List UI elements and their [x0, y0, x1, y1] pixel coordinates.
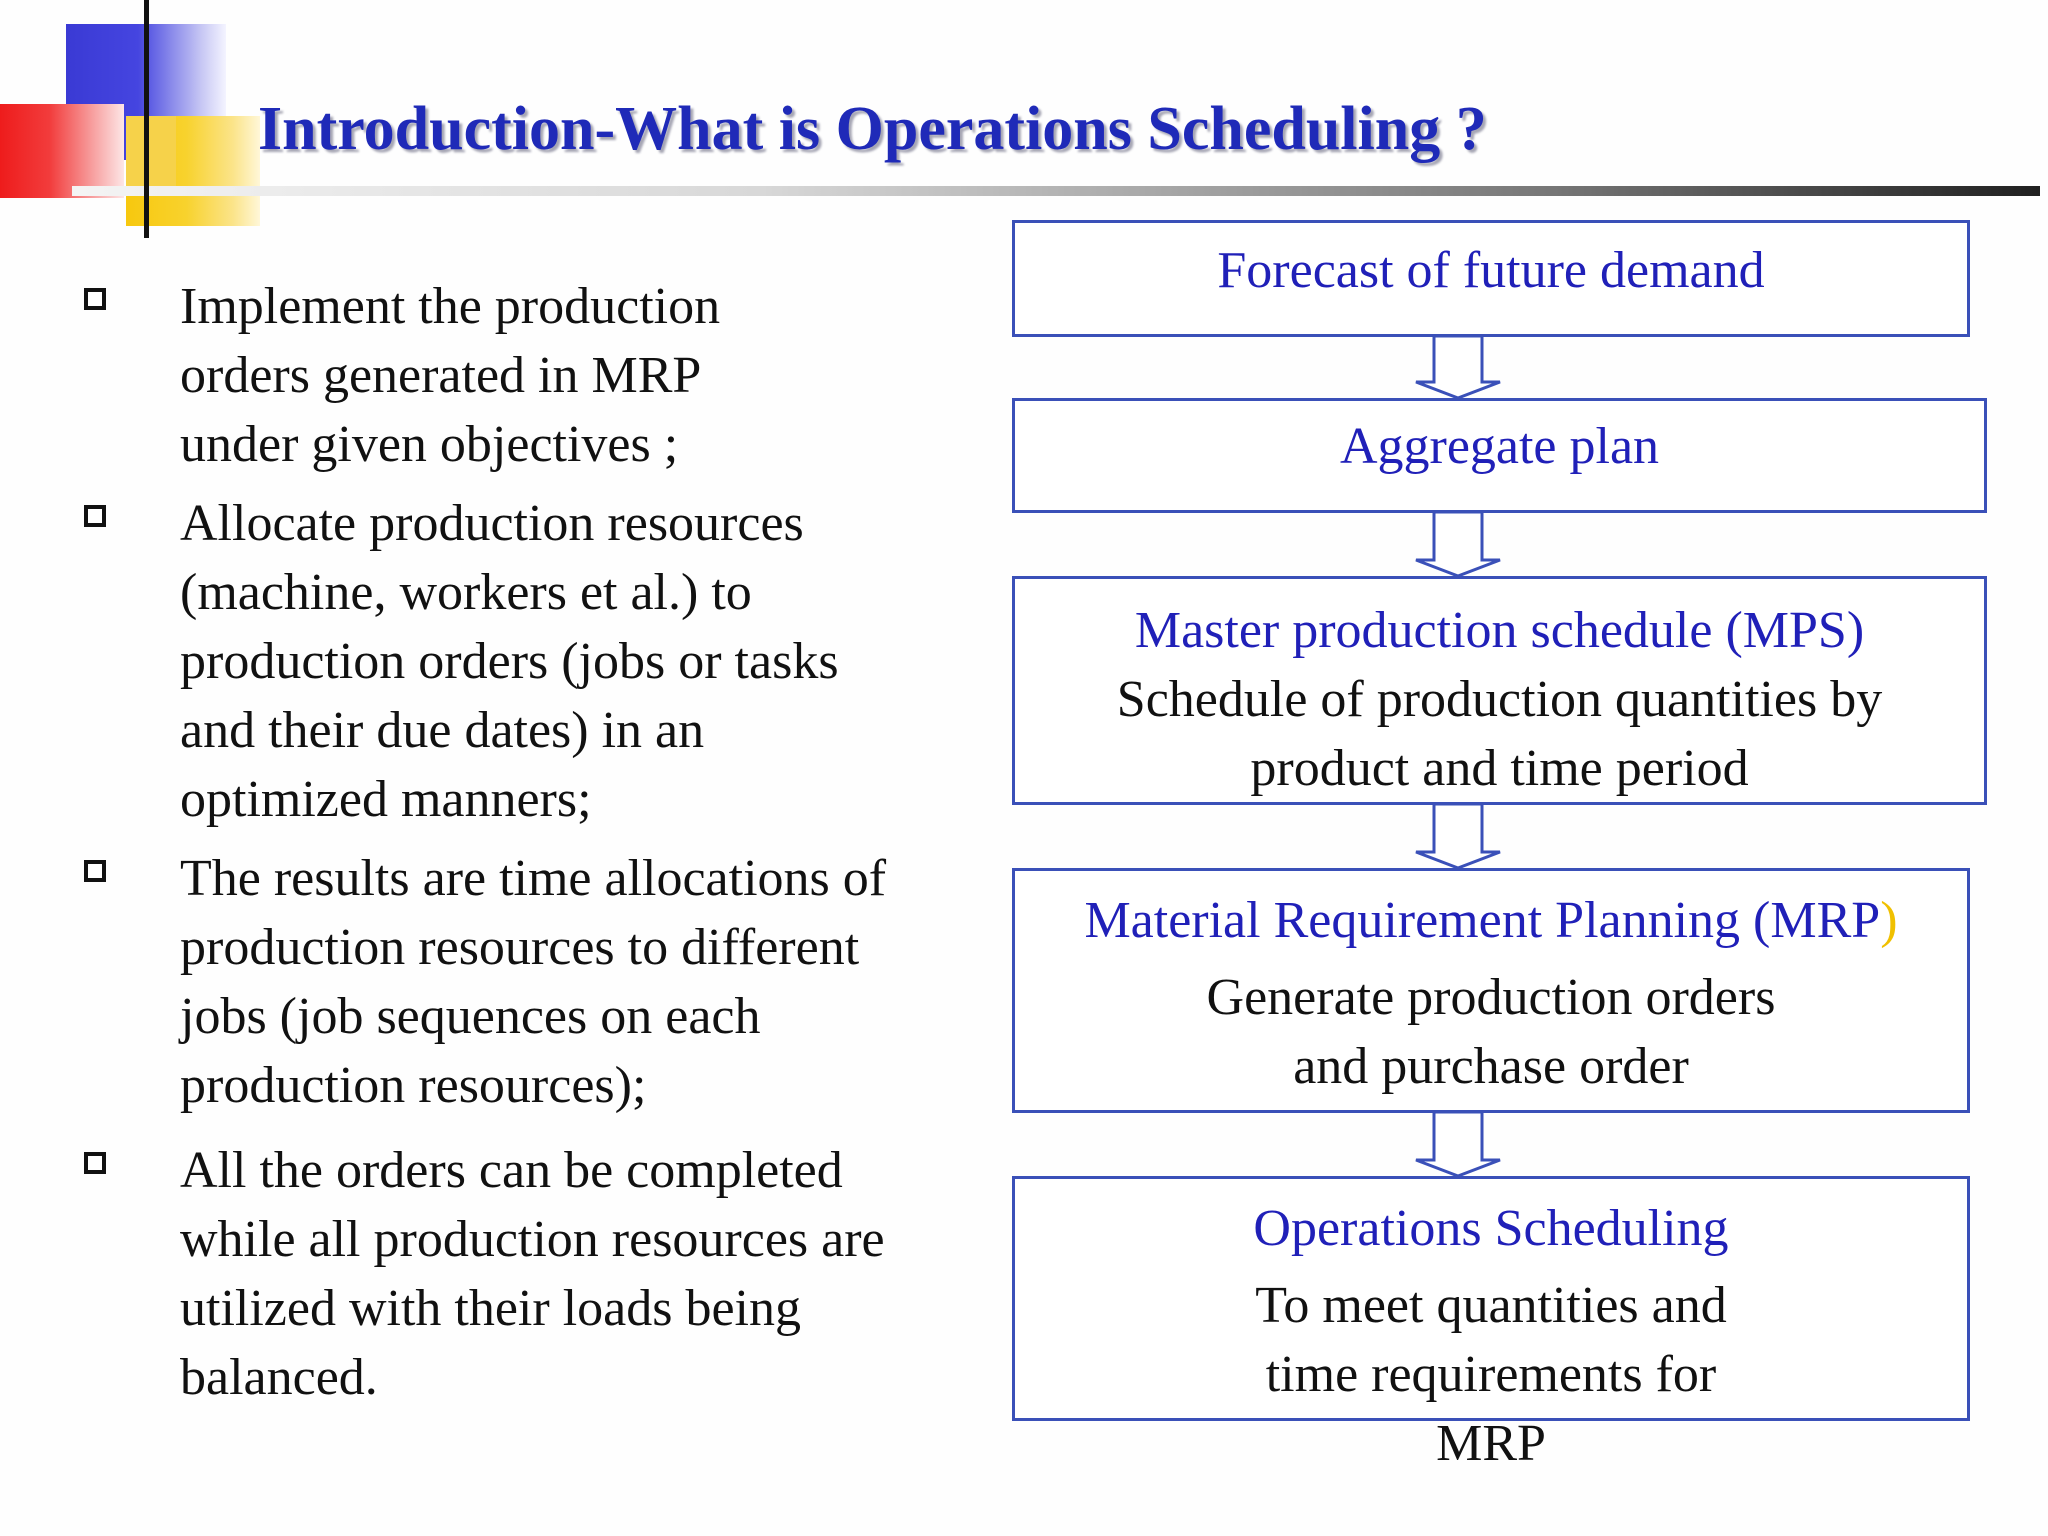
bullet-text: The results are time allocations of production resources to different jobs (job sequences on each production resources); [180, 850, 887, 1114]
flow-box-title: Aggregate plan [1339, 418, 1660, 475]
bullet-text: Implement the production orders generated in MRP under given objectives ; [180, 278, 721, 473]
bullet-item [80, 489, 980, 834]
decor-red-block [0, 104, 124, 198]
down-arrow-icon [1412, 802, 1504, 870]
decor-yellow-patch [126, 116, 176, 196]
flow-box-mps [1012, 576, 1987, 805]
slide-title: Introduction-What is Operations Scheduling ? [258, 95, 1487, 163]
bullet-text: Allocate production resources (machine, workers et al.) to production orders (jobs or tasks and their due dates) in an optimized manners; [180, 495, 839, 828]
flow-box-title [1015, 887, 1967, 955]
title-underline [72, 186, 2040, 196]
flow-box-title-text: Material Requirement Planning (MRP [1084, 892, 1881, 949]
flow-box-operations-scheduling [1012, 1176, 1970, 1472]
down-arrow-icon [1412, 1110, 1504, 1178]
bullet-list [80, 272, 980, 1424]
flow-box-aggregate-plan [1012, 398, 1987, 513]
flow-box-subtitle: Schedule of production quantities by product and time period [1116, 671, 1883, 797]
square-bullet-icon [84, 860, 106, 882]
flow-box-mrp [1012, 868, 1970, 1113]
bullet-item [80, 844, 980, 1120]
flow-box-title: Operations Scheduling [1253, 1200, 1729, 1257]
down-arrow-icon [1412, 510, 1504, 578]
bullet-text: All the orders can be completed while all production resources are utilized with their loads being balanced. [180, 1142, 885, 1406]
flow-box-subtitle: Generate production orders and purchase order [1206, 969, 1776, 1095]
bullet-item [80, 1136, 980, 1412]
flow-box-subtitle: To meet quantities and time requirements for MRP [1255, 1277, 1727, 1472]
flow-box-title-paren: ) [1880, 892, 1898, 949]
square-bullet-icon [84, 505, 106, 527]
square-bullet-icon [84, 288, 106, 310]
decor-vertical-line [144, 0, 149, 238]
down-arrow-icon [1412, 334, 1504, 400]
bullet-item [80, 272, 980, 479]
flow-box-title: Forecast of future demand [1217, 242, 1765, 299]
flow-box-title: Master production schedule (MPS) [1134, 602, 1865, 659]
square-bullet-icon [84, 1152, 106, 1174]
flow-box-forecast [1012, 220, 1970, 337]
